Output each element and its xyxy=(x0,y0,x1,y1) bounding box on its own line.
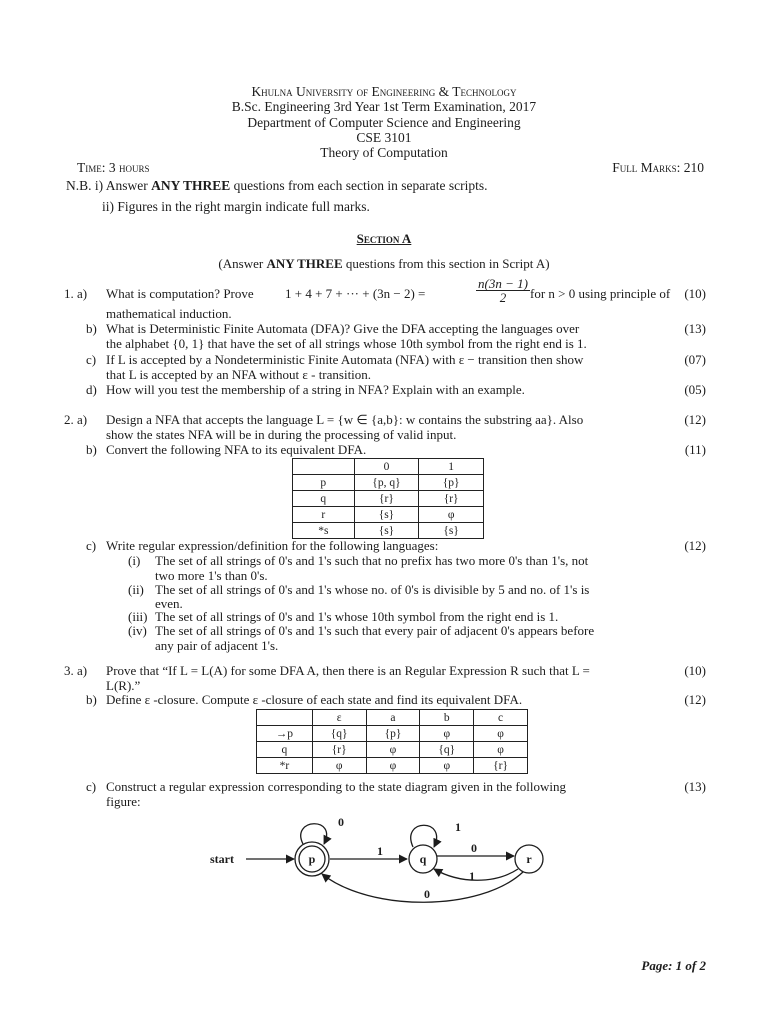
q2c-label: c) xyxy=(86,538,97,553)
q1b-marks: (13) xyxy=(684,321,706,336)
edge-label: 0 xyxy=(424,887,430,901)
edge-label: 0 xyxy=(471,841,477,855)
state-r-label: r xyxy=(526,852,532,866)
q2c-item-label: (iv) xyxy=(128,623,147,638)
edge-r-q xyxy=(434,869,518,880)
table-row: q {r} φ {q} φ xyxy=(257,742,528,758)
exam-title: B.Sc. Engineering 3rd Year 1st Term Examination, 2017 xyxy=(231,99,537,114)
table-row: r {s} φ xyxy=(293,507,484,523)
edge-label: 0 xyxy=(338,815,344,829)
q3a-text: Prove that “If L = L(A) for some DFA A, then there is an Regular Expression R such that L = xyxy=(106,663,590,678)
full-marks: Full Marks: 210 xyxy=(612,160,704,175)
state-p-label: p xyxy=(308,852,316,866)
start-label: start xyxy=(210,852,234,866)
q2c-item-text: The set of all strings of 0's and 1's whose 10th symbol from the right end is 1. xyxy=(155,609,559,624)
table-header-row: ε a b c xyxy=(257,710,528,726)
section-instruction: (Answer ANY THREE questions from this section in Script A) xyxy=(218,256,550,271)
q3c-label: c) xyxy=(86,779,97,794)
q3a-marks: (10) xyxy=(684,663,706,678)
q1b-text: What is Deterministic Finite Automata (DFA)? Give the DFA accepting the languages over xyxy=(106,321,580,336)
q2c-item-text: The set of all strings of 0's and 1's such that no prefix has two more 0's than 1's, not xyxy=(155,553,589,568)
table-header-row: 0 1 xyxy=(293,459,484,475)
table-row: *s {s} {s} xyxy=(293,523,484,539)
table-row: →p {q} {p} φ φ xyxy=(257,726,528,742)
loop-p xyxy=(301,824,327,844)
q2c-item-label: (i) xyxy=(128,553,141,568)
q1-number: 1. a) xyxy=(64,286,88,301)
q2c-item-text: The set of all strings of 0's and 1's whose no. of 0's is divisible by 5 and no. of 1's is xyxy=(155,582,590,597)
q2c-item-label: (ii) xyxy=(128,582,144,597)
course-title: Theory of Computation xyxy=(320,145,448,160)
instruction-2: ii) Figures in the right margin indicate full marks. xyxy=(102,199,370,214)
q1c-text: If L is accepted by a Nondeterministic Finite Automata (NFA) with ε − transition then show xyxy=(106,352,584,367)
q1d-text: How will you test the membership of a string in NFA? Explain with an example. xyxy=(106,382,525,397)
q2c-text: Write regular expression/definition for the following languages: xyxy=(106,538,439,553)
q1d-marks: (05) xyxy=(684,382,706,397)
q2a-marks: (12) xyxy=(684,412,706,427)
course-code: CSE 3101 xyxy=(356,130,412,145)
q2b-text: Convert the following NFA to its equivalent DFA. xyxy=(106,442,367,457)
edge-r-p xyxy=(322,872,523,902)
instruction-1: N.B. i) Answer ANY THREE questions from each section in separate scripts. xyxy=(66,178,488,193)
q2c-item-continuation: two more 1's than 0's. xyxy=(155,568,268,583)
q1c-label: c) xyxy=(86,352,97,367)
q1a-fraction: $\frac{n(3n - 1)}{2}$ xyxy=(478,276,528,305)
q3c-continuation: figure: xyxy=(106,794,141,809)
loop-q xyxy=(411,825,437,847)
q1c-continuation: that L is accepted by an NFA without ε - transition. xyxy=(106,367,372,382)
department: Department of Computer Science and Engineering xyxy=(247,115,521,130)
edge-label: 1 xyxy=(469,869,475,883)
q2b-marks: (11) xyxy=(684,442,706,457)
table-row: p {p, q} {p} xyxy=(293,475,484,491)
q3c-marks: (13) xyxy=(684,779,706,794)
q2b-label: b) xyxy=(86,442,97,457)
q2c-item-text: The set of all strings of 0's and 1's such that every pair of adjacent 0's appears before xyxy=(155,623,595,638)
section-title: Section A xyxy=(356,231,412,246)
page-number: Page: 1 of 2 xyxy=(641,958,706,973)
edge-label: 1 xyxy=(455,820,461,834)
q1a-text-after: for n > 0 using principle of xyxy=(530,286,671,301)
q2c-item-continuation: even. xyxy=(155,596,183,611)
q1a-text: What is computation? Prove xyxy=(106,286,254,301)
q1b-continuation: the alphabet {0, 1} that have the set of all strings whose 10th symbol from the right end is 1. xyxy=(106,336,587,351)
q3b-text: Define ε -closure. Compute ε -closure of each state and find its equivalent DFA. xyxy=(106,692,523,707)
q1b-label: b) xyxy=(86,321,97,336)
q3b-marks: (12) xyxy=(684,692,706,707)
university-name: Khulna University of Engineering & Technology xyxy=(251,84,517,99)
q1a-continuation: mathematical induction. xyxy=(106,306,232,321)
table-row: q {r} {r} xyxy=(293,491,484,507)
q2-number: 2. a) xyxy=(64,412,88,427)
exam-time: Time: 3 hours xyxy=(77,160,150,175)
q3a-continuation: L(R).” xyxy=(106,678,141,693)
q1c-marks: (07) xyxy=(684,352,706,367)
q3b-label: b) xyxy=(86,692,97,707)
q2c-item-continuation: any pair of adjacent 1's. xyxy=(155,638,279,653)
q2c-item-label: (iii) xyxy=(128,609,148,624)
q1a-marks: (10) xyxy=(684,286,706,301)
q2c-marks: (12) xyxy=(684,538,706,553)
q2a-text: Design a NFA that accepts the language L = {w ∈ {a,b}: w contains the substring aa}. Also xyxy=(106,412,584,427)
q1a-formula: 1 + 4 + 7 + ··· + (3n − 2) = xyxy=(285,286,426,301)
state-q-label: q xyxy=(419,852,427,866)
q3-number: 3. a) xyxy=(64,663,88,678)
q1d-label: d) xyxy=(86,382,97,397)
table-row: *r φ φ φ {r} xyxy=(257,758,528,774)
edge-label: 1 xyxy=(377,844,383,858)
q3c-text: Construct a regular expression corresponding to the state diagram given in the following xyxy=(106,779,566,794)
q2a-continuation: show the states NFA will be in during the processing of valid input. xyxy=(106,427,457,442)
